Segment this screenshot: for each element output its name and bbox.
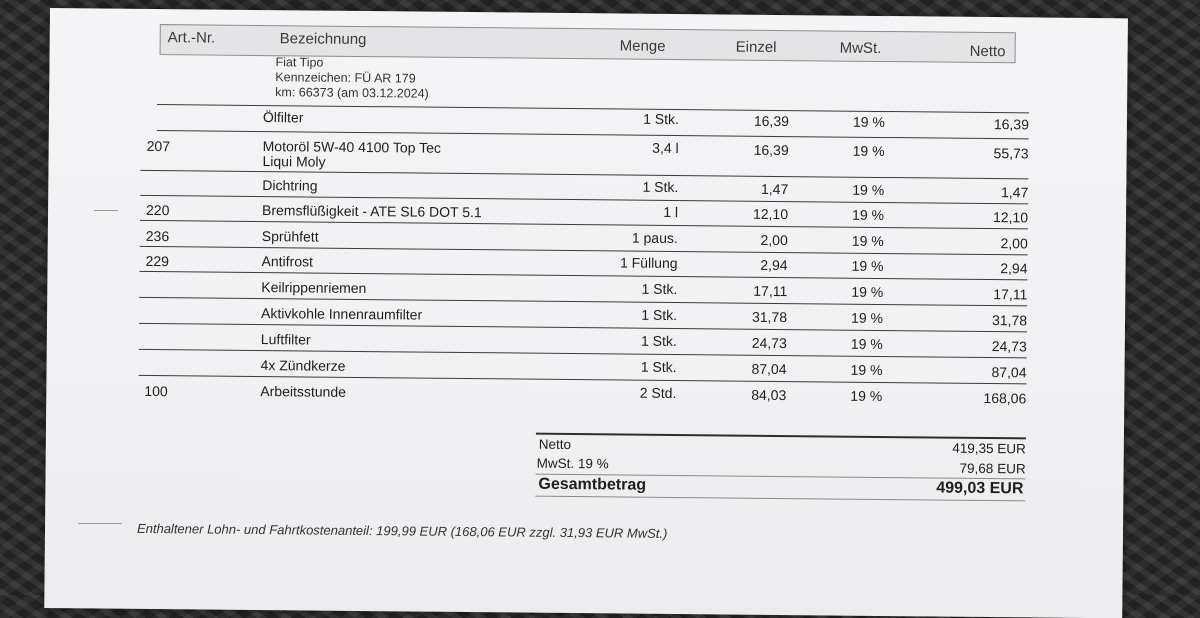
- row-unit-price: 16,39: [753, 112, 790, 130]
- row-description-2: Liqui Moly: [262, 153, 326, 170]
- totals-mwst-label: MwSt. 19 %: [536, 455, 609, 472]
- row-vat: 19 %: [850, 335, 883, 353]
- row-unit-price: 1,47: [760, 180, 789, 198]
- row-quantity: 1 Stk.: [643, 110, 680, 128]
- row-description: Arbeitsstunde: [260, 383, 347, 400]
- row-net: 12,10: [992, 209, 1029, 226]
- row-quantity: 1 Stk.: [641, 280, 678, 298]
- header-art-nr: Art.-Nr.: [167, 29, 216, 47]
- row-net: 55,73: [993, 145, 1029, 162]
- header-menge: Menge: [619, 37, 666, 55]
- row-art-nr: 229: [145, 252, 170, 270]
- row-art-nr: 220: [145, 201, 170, 219]
- totals-gesamt-label: Gesamtbetrag: [538, 475, 647, 494]
- row-unit-price: 2,94: [760, 256, 788, 274]
- header-bezeichnung: Bezeichnung: [279, 30, 367, 49]
- row-quantity: 1 Stk.: [640, 358, 677, 376]
- footer-mark: [78, 523, 122, 524]
- row-unit-price: 87,04: [751, 360, 787, 378]
- totals-netto-value: 419,35 EUR: [952, 440, 1026, 457]
- row-unit-price: 12,10: [752, 205, 789, 223]
- row-quantity: 1 l: [663, 203, 679, 221]
- row-description: Dichtring: [262, 177, 318, 194]
- row-vat: 19 %: [852, 142, 885, 160]
- row-quantity: 1 Füllung: [619, 254, 678, 272]
- row-vat: 19 %: [852, 113, 885, 131]
- row-description: Antifrost: [261, 253, 314, 270]
- margin-mark: [94, 210, 118, 211]
- vehicle-km: km: 66373 (am 03.12.2024): [275, 85, 429, 101]
- row-unit-price: 84,03: [751, 386, 787, 404]
- row-net: 24,73: [991, 338, 1027, 355]
- row-quantity: 2 Std.: [639, 384, 677, 402]
- row-description: Keilrippenriemen: [261, 279, 367, 297]
- row-description: Aktivkohle Innenraumfilter: [261, 305, 423, 323]
- row-quantity: 1 paus.: [631, 229, 678, 247]
- row-net: 17,11: [993, 286, 1028, 303]
- row-unit-price: 24,73: [751, 334, 787, 352]
- row-vat: 19 %: [852, 206, 885, 224]
- header-mwst: MwSt.: [839, 39, 882, 57]
- row-quantity: 1 Stk.: [640, 332, 677, 350]
- row-net: 1,47: [1000, 184, 1029, 201]
- row-vat: 19 %: [850, 387, 883, 405]
- row-vat: 19 %: [850, 361, 883, 379]
- vehicle-model: Fiat Tipo: [275, 55, 324, 70]
- row-net: 16,39: [993, 116, 1030, 133]
- row-description: Luftfilter: [260, 331, 311, 348]
- row-art-nr: 207: [146, 137, 171, 155]
- row-quantity: 1 Stk.: [641, 306, 678, 324]
- row-quantity: 3,4 l: [652, 139, 679, 157]
- row-unit-price: 16,39: [753, 141, 789, 159]
- row-description: Bremsflüßigkeit - ATE SL6 DOT 5.1: [261, 202, 482, 221]
- row-vat: 19 %: [851, 257, 884, 275]
- row-vat: 19 %: [851, 232, 884, 250]
- header-einzel: Einzel: [735, 38, 777, 56]
- vehicle-plate: Kennzeichen: FÜ AR 179: [275, 70, 416, 86]
- row-vat: 19 %: [851, 283, 884, 301]
- row-unit-price: 31,78: [751, 308, 788, 326]
- row-art-nr: 236: [145, 227, 170, 245]
- row-net: 2,94: [1000, 260, 1028, 277]
- row-art-nr: 100: [144, 382, 168, 400]
- header-netto: Netto: [969, 42, 1006, 61]
- row-net: 168,06: [983, 389, 1027, 407]
- totals-netto-label: Netto: [538, 436, 572, 453]
- row-description: 4x Zündkerze: [260, 357, 346, 374]
- row-vat: 19 %: [851, 309, 884, 327]
- row-net: 2,00: [1000, 235, 1028, 252]
- row-unit-price: 17,11: [753, 282, 788, 300]
- totals-mwst-value: 79,68 EUR: [959, 460, 1026, 477]
- row-quantity: 1 Stk.: [642, 178, 679, 196]
- row-description: Ölfilter: [262, 109, 304, 126]
- totals-gesamt-value: 499,03 EUR: [936, 479, 1024, 498]
- row-description: Motoröl 5W-40 4100 Top Tec: [262, 138, 441, 156]
- row-description: Sprühfett: [261, 228, 319, 245]
- footer-note: Enthaltener Lohn- und Fahrtkostenanteil: 199,99 EUR (168,06 EUR zzgl. 31,93 EUR MwSt.): [136, 520, 668, 541]
- totals-divider: [536, 433, 1026, 440]
- row-vat: 19 %: [852, 181, 885, 199]
- row-net: 31,78: [991, 312, 1028, 329]
- row-unit-price: 2,00: [760, 231, 788, 249]
- invoice-paper: [44, 8, 1128, 618]
- row-net: 87,04: [991, 364, 1027, 381]
